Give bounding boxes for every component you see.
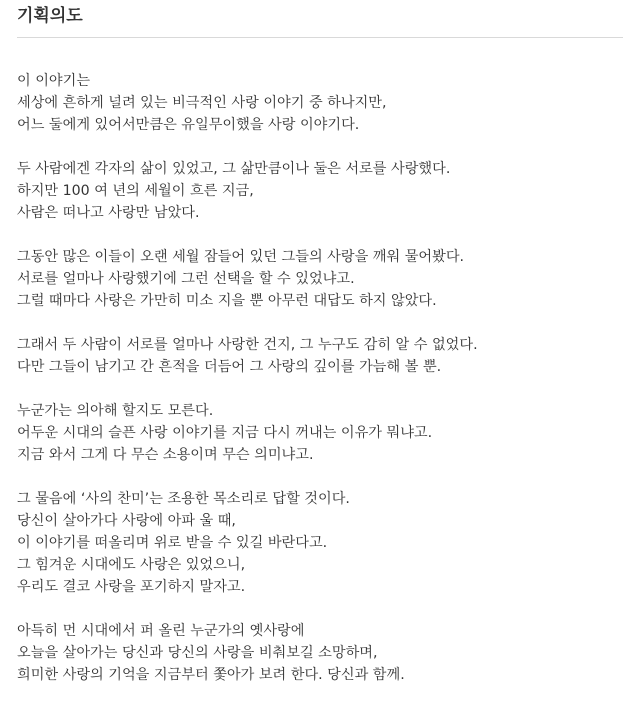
text-line: 지금 와서 그게 다 무슨 소용이며 무슨 의미냐고.: [17, 447, 314, 463]
text-line: 어두운 시대의 슬픈 사랑 이야기를 지금 다시 꺼내는 이유가 뭐냐고.: [17, 425, 433, 441]
text-line: 그 물음에 ‘사의 찬미’는 조용한 목소리로 답할 것이다.: [17, 491, 350, 507]
title-divider: [17, 37, 623, 38]
text-line: 그래서 두 사람이 서로를 얼마나 사랑한 건지, 그 누구도 감히 알 수 없었다.: [17, 337, 478, 353]
text-line: 당신이 살아가다 사랑에 아파 울 때,: [17, 513, 236, 529]
text-line: 아득히 먼 시대에서 퍼 올린 누군가의 옛사랑에: [17, 623, 305, 639]
text-line: 누군가는 의아해 할지도 모른다.: [17, 403, 214, 419]
paragraph: [17, 488, 623, 598]
paragraph: [17, 246, 623, 312]
text-line: 하지만 100 여 년의 세월이 흐른 지금,: [17, 183, 254, 199]
planning-intent-section: [17, 0, 623, 708]
paragraph: [17, 334, 623, 378]
section-title: 기획의도: [17, 6, 83, 26]
text-line: 그 힘겨운 시대에도 사랑은 있었으니,: [17, 557, 246, 573]
text-line: 우리도 결코 사랑을 포기하지 말자고.: [17, 579, 246, 595]
text-line: 희미한 사랑의 기억을 지금부터 쫓아가 보려 한다. 당신과 함께.: [17, 667, 405, 683]
text-line: 서로를 얼마나 사랑했기에 그런 선택을 할 수 있었냐고.: [17, 271, 355, 287]
text-line: 이 이야기는: [17, 73, 91, 89]
text-line: 그동안 많은 이들이 오랜 세월 잠들어 있던 그들의 사랑을 깨워 물어봤다.: [17, 249, 465, 265]
paragraph: [17, 158, 623, 224]
text-line: 사람은 떠나고 사랑만 남았다.: [17, 205, 200, 221]
text-line: 다만 그들이 남기고 간 흔적을 더듬어 그 사랑의 깊이를 가늠해 볼 뿐.: [17, 359, 442, 375]
text-line: 어느 둘에게 있어서만큼은 유일무이했을 사랑 이야기다.: [17, 117, 360, 133]
text-line: 오늘을 살아가는 당신과 당신의 사랑을 비춰보길 소망하며,: [17, 645, 378, 661]
text-line: 세상에 흔하게 널려 있는 비극적인 사랑 이야기 중 하나지만,: [17, 95, 387, 111]
paragraph: [17, 620, 623, 686]
text-line: 그럴 때마다 사랑은 가만히 미소 지을 뿐 아무런 대답도 하지 않았다.: [17, 293, 437, 309]
text-line: 이 이야기를 떠올리며 위로 받을 수 있길 바란다고.: [17, 535, 328, 551]
text-line: 두 사람에겐 각자의 삶이 있었고, 그 삶만큼이나 둘은 서로를 사랑했다.: [17, 161, 451, 177]
body-text: [17, 70, 623, 686]
paragraph: [17, 400, 623, 466]
paragraph: [17, 70, 623, 136]
